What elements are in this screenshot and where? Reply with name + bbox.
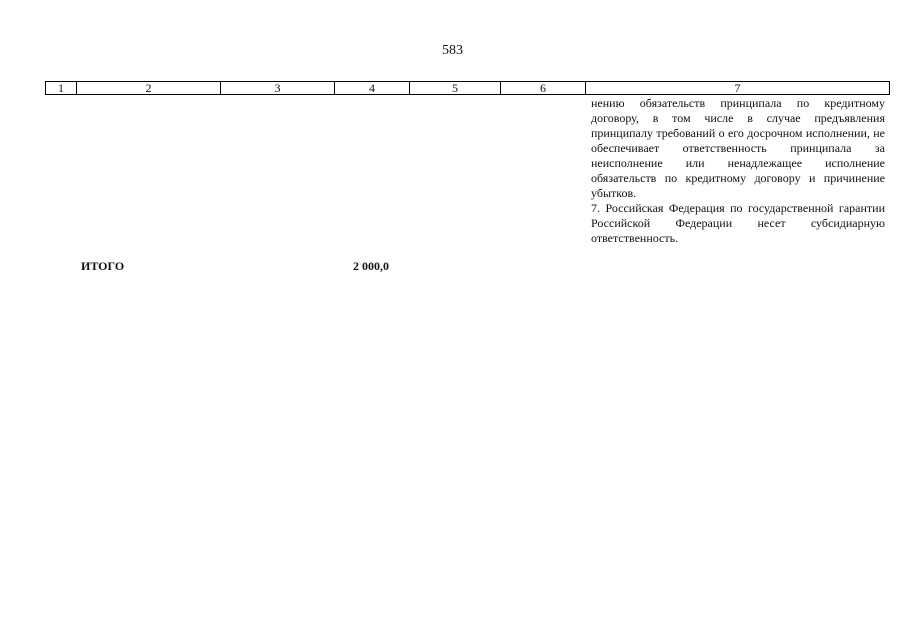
header-cell-7: 7: [734, 81, 741, 95]
total-label: ИТОГО: [81, 259, 125, 273]
header-cell-4: 4: [335, 82, 410, 94]
header-cell-5: 5: [410, 82, 501, 94]
column-7-text: [591, 96, 885, 246]
header-cell-2: 2: [77, 82, 221, 94]
header-cell-1: 1: [46, 82, 77, 94]
header-cell-3: 3: [221, 82, 335, 94]
table-header-row: [45, 81, 890, 95]
header-cell-6: 6: [501, 82, 586, 94]
column-7-paragraph-continuation: нению обязательств принципала по кредитному договору, в том числе в случае предъявления принципалу требований о его досрочном исполнении, не обеспечивает ответственность принципала за неисполнение или ненадлежащее исполнение обязательств по кредитному договору и причинение убытков.: [591, 96, 885, 200]
page-number: 583: [442, 43, 463, 58]
column-7-paragraph-item-7: 7. Российская Федерация по государственной гарантии Российской Федерации несет субсидиарную ответственность.: [591, 201, 885, 245]
total-value: 2 000,0: [353, 259, 389, 273]
